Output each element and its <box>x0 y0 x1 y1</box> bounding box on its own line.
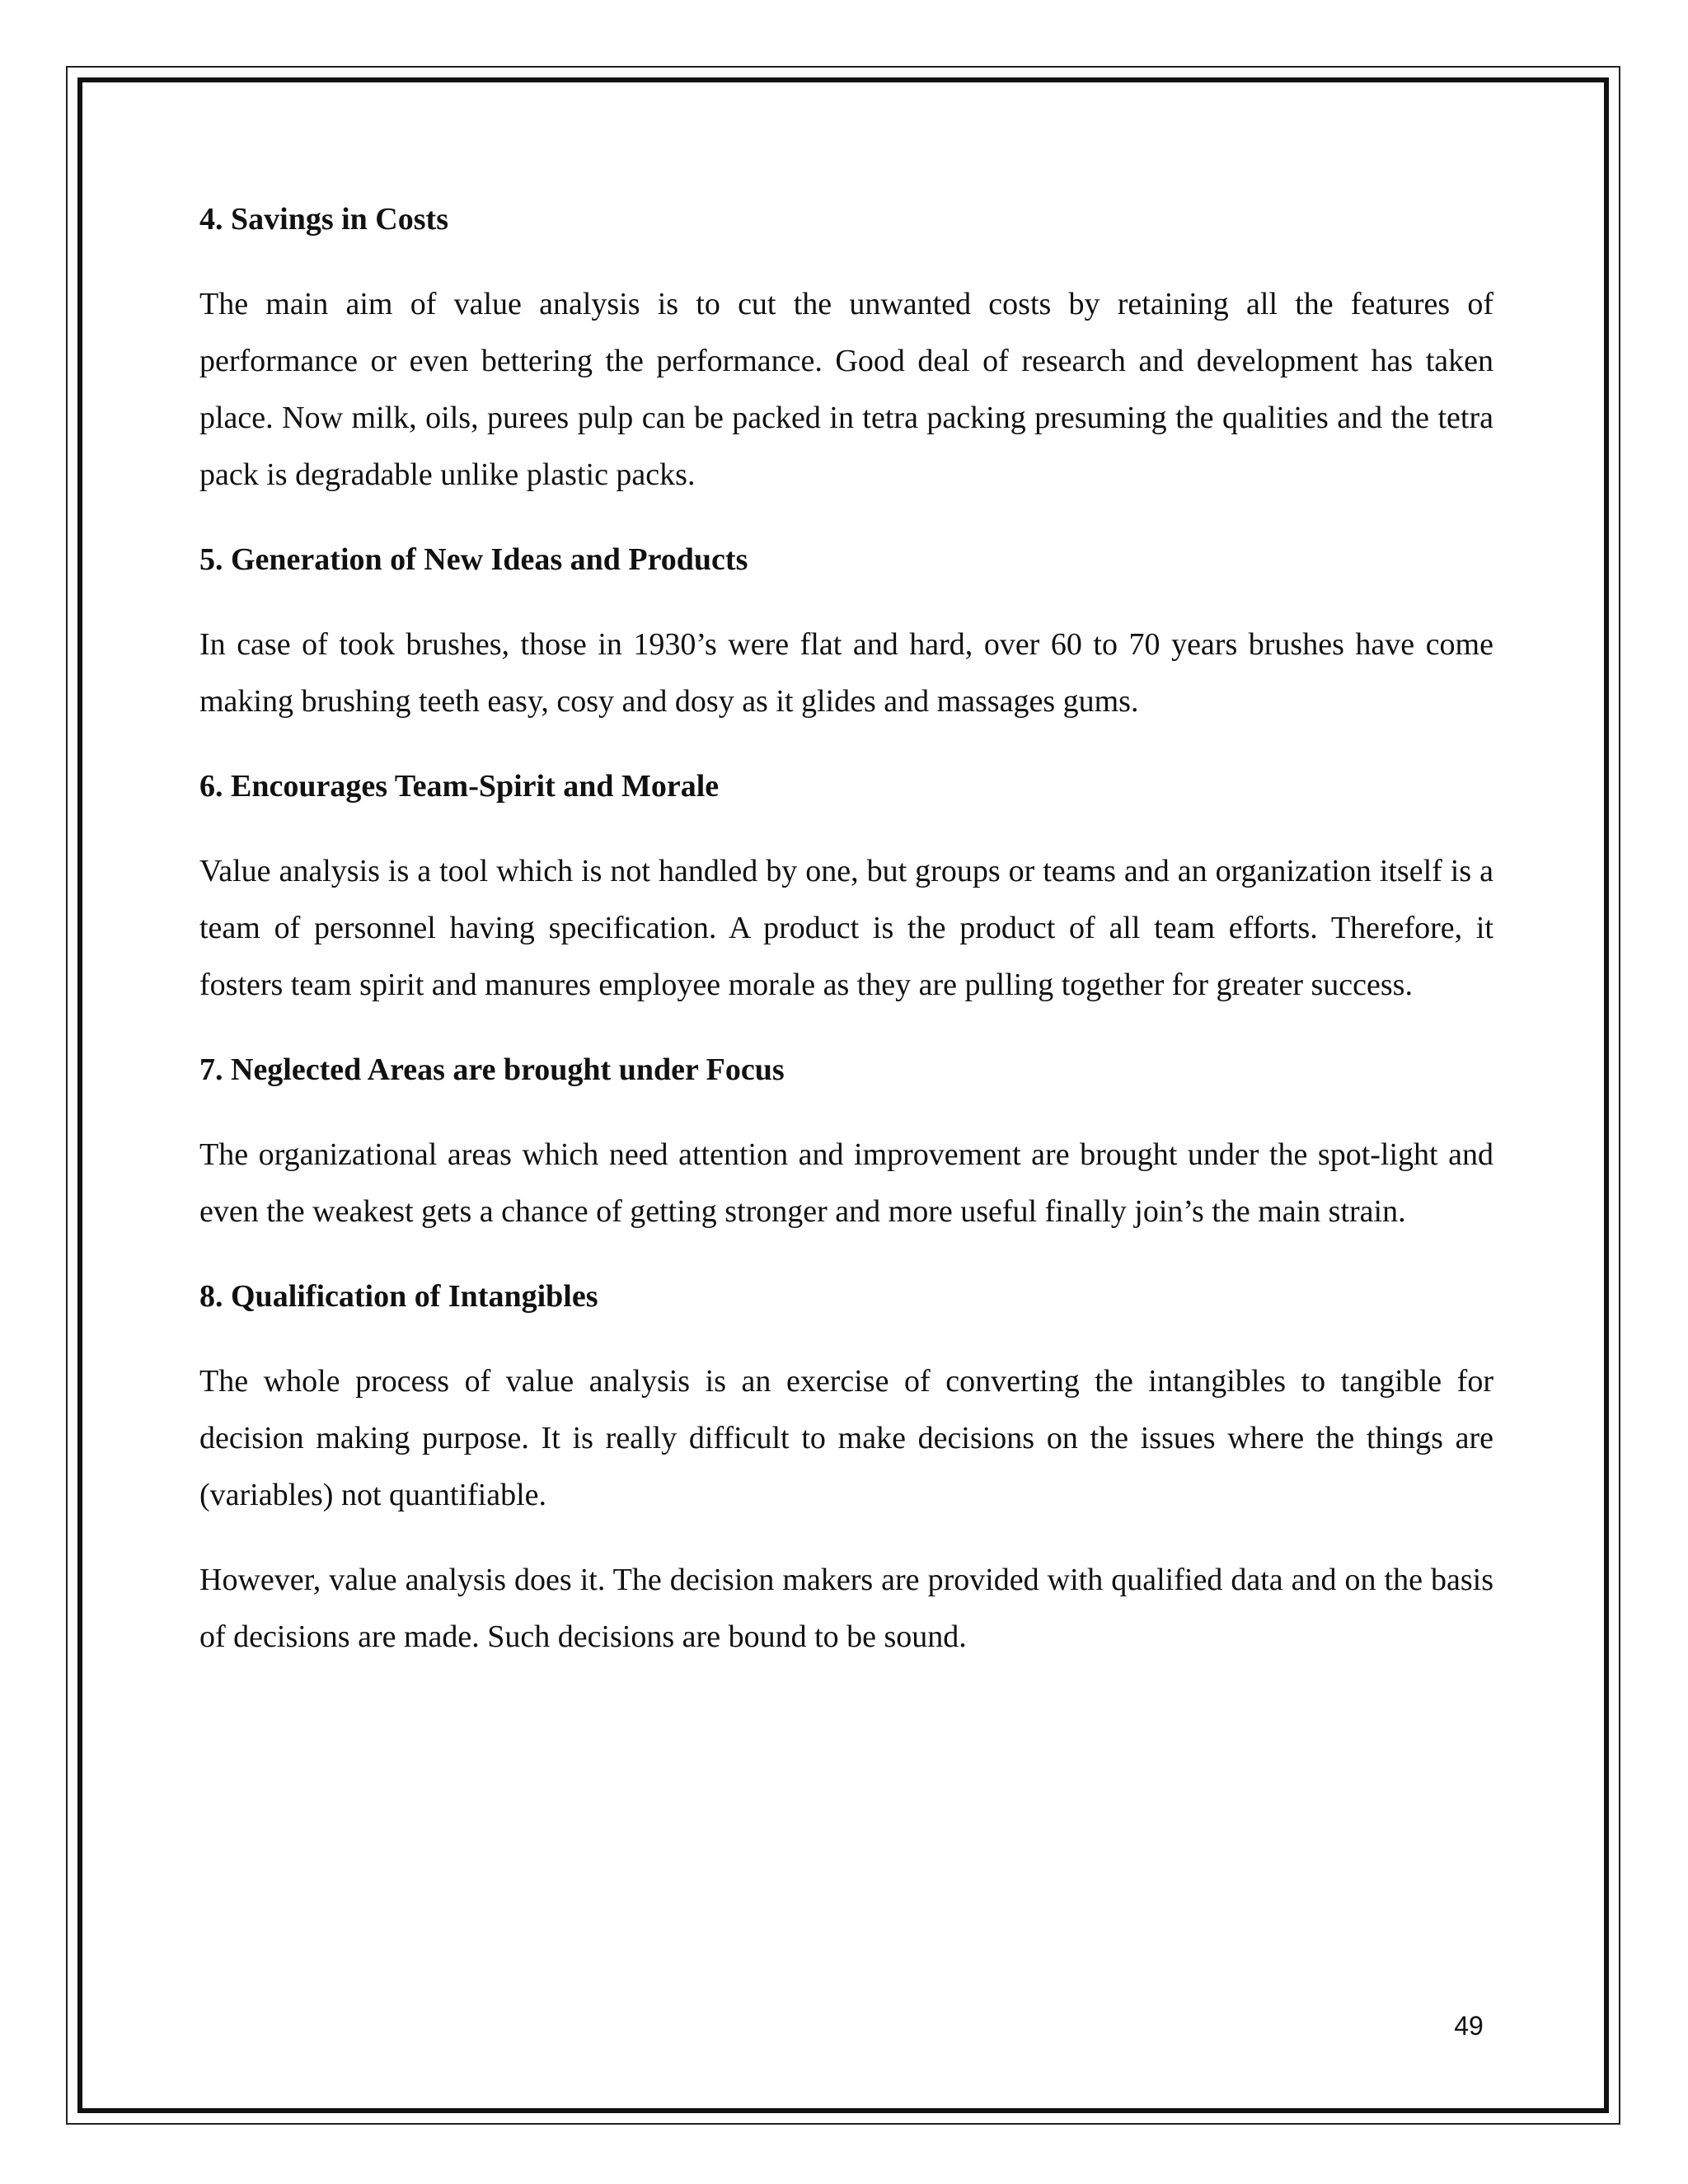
page-number: 49 <box>1454 2011 1484 2041</box>
section-heading: 5. Generation of New Ideas and Products <box>199 542 748 577</box>
section-qualification-of-intangibles <box>199 1268 1493 1666</box>
section-paragraph: Value analysis is a tool which is not handled by one, but groups or teams and an organization itself is a team of personnel having specification. A product is the product of all team efforts. Therefore, it fosters team spirit and manures employee morale as they are pulling together for greater success. <box>199 854 1493 1002</box>
section-paragraph: However, value analysis does it. The decision makers are provided with qualified data and on the basis of decisions are made. Such decisions are bound to be sound. <box>199 1563 1493 1654</box>
section-paragraph: In case of took brushes, those in 1930’s were flat and hard, over 60 to 70 years brushes have come making brushing teeth easy, cosy and dosy as it glides and massages gums. <box>199 627 1493 719</box>
section-paragraph: The main aim of value analysis is to cut the unwanted costs by retaining all the features of performance or even bettering the performance. Good deal of research and development has taken place. Now milk, oils, purees pulp can be packed in tetra packing presuming the qualities and the tetra pack is degradable unlike plastic packs. <box>199 287 1493 492</box>
section-paragraph: The organizational areas which need attention and improvement are brought under the spot-light and even the weakest gets a chance of getting stronger and more useful finally join’s the main strain. <box>199 1137 1493 1229</box>
section-heading: 8. Qualification of Intangibles <box>199 1279 598 1314</box>
document-body <box>199 191 1493 1694</box>
section-generation-of-new-ideas <box>199 532 1493 730</box>
section-heading: 6. Encourages Team-Spirit and Morale <box>199 769 720 804</box>
section-heading: 7. Neglected Areas are brought under Focus <box>199 1052 785 1087</box>
section-savings-in-costs <box>199 191 1493 504</box>
section-heading: 4. Savings in Costs <box>199 202 448 237</box>
section-paragraph: The whole process of value analysis is an exercise of converting the intangibles to tangible for decision making purpose. It is really difficult to make decisions on the issues where the things are (variables) not quantifiable. <box>199 1364 1493 1512</box>
section-encourages-team-spirit <box>199 758 1493 1014</box>
section-neglected-areas <box>199 1042 1493 1240</box>
